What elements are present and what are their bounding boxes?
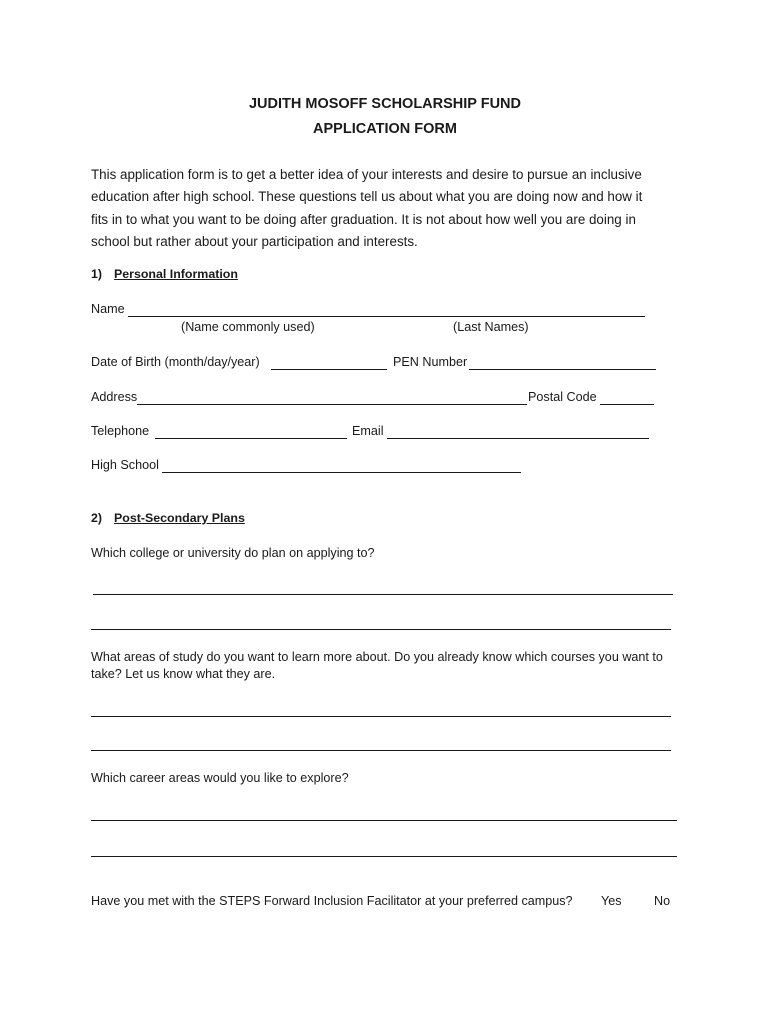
section-number: 2) (91, 511, 103, 525)
section-heading-personal-information (91, 267, 238, 281)
telephone-field[interactable] (155, 438, 347, 439)
career-answer-line[interactable] (91, 856, 677, 857)
dob-label: Date of Birth (month/day/year) (91, 355, 260, 369)
intro-line: fits in to what you want to be doing after graduation. It is not about how well you are doing in (91, 211, 636, 227)
question-college: Which college or university do plan on applying to? (91, 546, 375, 560)
section-heading-post-secondary-plans (91, 511, 245, 525)
intro-line: This application form is to get a better idea of your interests and desire to pursue an inclusive (91, 167, 642, 182)
intro-line: education after high school. These questions tell us about what you are doing now and how it (91, 189, 643, 205)
postal-code-field[interactable] (600, 404, 654, 405)
pen-label: PEN Number (393, 355, 468, 369)
college-answer-line[interactable] (91, 629, 671, 630)
form-subtitle: APPLICATION FORM (313, 121, 457, 137)
name-field[interactable] (128, 316, 645, 317)
high-school-label: High School (91, 458, 159, 472)
no-option[interactable]: No (654, 894, 671, 908)
intro-paragraph (91, 164, 681, 253)
address-field[interactable] (137, 404, 527, 405)
form-title: JUDITH MOSOFF SCHOLARSHIP FUND (248, 96, 522, 112)
name-hint-last: (Last Names) (453, 320, 529, 334)
email-field[interactable] (387, 438, 649, 439)
yes-option[interactable]: Yes (601, 894, 622, 908)
study-areas-answer-line[interactable] (91, 716, 671, 717)
address-label: Address (91, 390, 138, 404)
section-number: 1) (91, 267, 103, 281)
career-answer-line[interactable] (91, 820, 677, 821)
dob-field[interactable] (271, 369, 387, 370)
college-answer-line[interactable] (93, 594, 673, 595)
name-label: Name (91, 302, 125, 316)
question-study-areas-cont: take? Let us know what they are. (91, 667, 276, 681)
pen-field[interactable] (469, 369, 656, 370)
section-title: Personal Information (114, 267, 238, 281)
name-hint-first: (Name commonly used) (181, 320, 315, 334)
postal-code-label: Postal Code (528, 390, 597, 404)
high-school-field[interactable] (162, 472, 521, 473)
telephone-label: Telephone (91, 424, 150, 438)
question-career-areas: Which career areas would you like to explore? (91, 771, 349, 785)
intro-line: school but rather about your participation and interests. (91, 233, 418, 249)
email-label: Email (352, 424, 384, 438)
question-steps-facilitator: Have you met with the STEPS Forward Inclusion Facilitator at your preferred campus? (91, 894, 573, 908)
question-study-areas: What areas of study do you want to learn more about. Do you already know which courses you want to (91, 650, 663, 664)
study-areas-answer-line[interactable] (91, 750, 671, 751)
section-title: Post-Secondary Plans (114, 511, 245, 525)
